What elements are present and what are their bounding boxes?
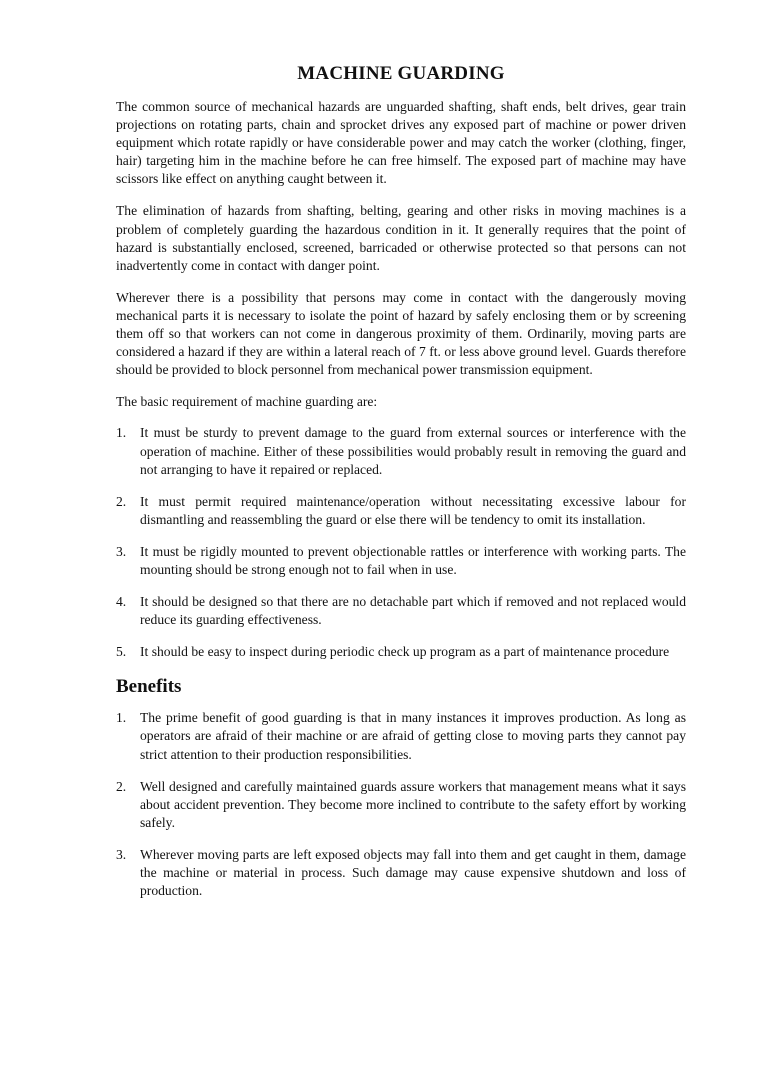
list-number: 2.: [116, 778, 127, 794]
list-item-text: It should be easy to inspect during periodic check up program as a part of maintenance procedure: [140, 644, 670, 660]
list-number: 2.: [116, 493, 127, 509]
document-page: [116, 62, 686, 914]
requirements-intro: The basic requirement of machine guarding are:: [116, 394, 378, 410]
list-item-text: Wherever moving parts are left exposed objects may fall into them and get caught in them, damage the machine or material in process. Such damage may cause expensive shutdown and loss of production.: [140, 846, 686, 899]
list-item-text: It must be sturdy to prevent damage to the guard from external sources or interference with the operation of machine. Either of these possibilities would probably result in removing the guard and not arranging to have it repaired or replaced.: [140, 425, 686, 477]
requirements-list: [116, 424, 686, 661]
list-item: [116, 493, 686, 529]
list-number: 1.: [116, 710, 127, 726]
list-number: 1.: [116, 425, 127, 441]
list-item-text: It must permit required maintenance/operation without necessitating excessive labour for dismantling and reassembling the guard or else there will be tendency to omit its installation.: [140, 493, 686, 527]
paragraph: Wherever there is a possibility that persons may come in contact with the dangerously moving mechanical parts it is necessary to isolate the point of hazard by safely enclosing them or by screening them off so that workers can not come in dangerous proximity of them. Ordinarily, moving parts are considered a hazard if they are within a lateral reach of 7 ft. or less above ground level. Guards therefore should be provided to block personnel from mechanical power transmission equipment.: [116, 289, 686, 378]
list-item: [116, 778, 686, 832]
list-number: 3.: [116, 846, 127, 862]
list-number: 3.: [116, 543, 127, 559]
list-item-text: It must be rigidly mounted to prevent objectionable rattles or interference with working parts. The mounting should be strong enough not to fail when in use.: [140, 543, 686, 577]
benefits-list: [116, 709, 686, 900]
benefits-heading: Benefits: [116, 676, 182, 698]
list-item: [116, 846, 686, 900]
list-item-text: It should be designed so that there are no detachable part which if removed and not replaced would reduce its guarding effectiveness.: [140, 594, 686, 628]
page-title: MACHINE GUARDING: [297, 63, 505, 84]
list-item: [116, 643, 686, 661]
list-item: [116, 543, 686, 579]
list-number: 5.: [116, 644, 127, 660]
list-item-text: The prime benefit of good guarding is that in many instances it improves production. As long as operators are afraid of their machine or are afraid of getting close to moving parts they cannot pay strict attention to their production responsibilities.: [140, 710, 686, 762]
list-item: [116, 424, 686, 478]
paragraph: The elimination of hazards from shafting, belting, gearing and other risks in moving machines is a problem of completely guarding the hazardous condition in it. It generally requires that the point of hazard is substantially enclosed, screened, barricaded or otherwise protected so that persons can not inadvertently come in contact with danger point.: [116, 203, 686, 273]
list-item: [116, 593, 686, 629]
list-item: [116, 709, 686, 763]
paragraph: The common source of mechanical hazards are unguarded shafting, shaft ends, belt drives, gear train projections on rotating parts, chain and sprocket drives any exposed part of machine or power driven equipment which rotate rapidly or have considerable power and may catch the worker (clothing, finger, hair) targeting him in the machine before he can free himself. The exposed part of machine may have scissors like effect on anything caught between it.: [116, 99, 686, 187]
list-number: 4.: [116, 594, 127, 610]
list-item-text: Well designed and carefully maintained guards assure workers that management means what it says about accident prevention. They become more inclined to contribute to the safety effort by working safely.: [140, 778, 686, 830]
